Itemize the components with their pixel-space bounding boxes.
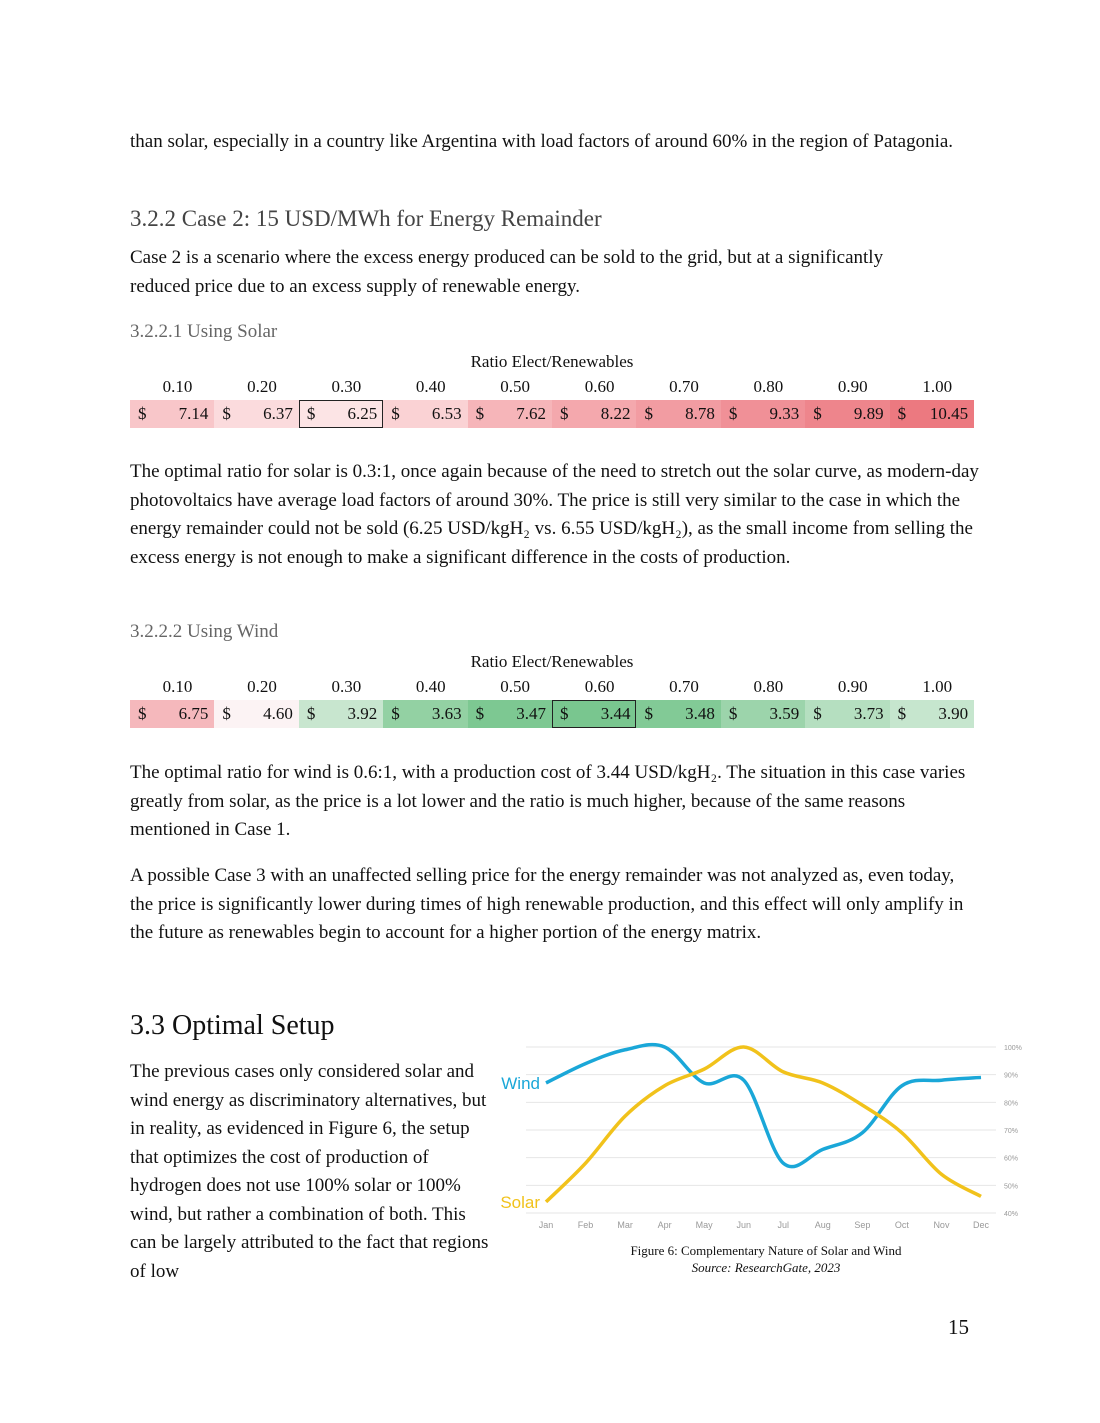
svg-text:Mar: Mar: [617, 1220, 633, 1230]
svg-text:Jan: Jan: [538, 1220, 554, 1230]
svg-text:Nov: Nov: [933, 1220, 950, 1230]
page-number: 15: [948, 1315, 969, 1339]
cost-cell: $ 10.45: [890, 400, 974, 428]
cost-cell: $ 7.62: [468, 400, 552, 428]
cost-cell: $ 4.60: [214, 700, 298, 728]
svg-text:Feb: Feb: [577, 1220, 594, 1230]
cost-cell: $ 6.53: [383, 400, 467, 428]
cost-cell: $ 3.73: [805, 700, 889, 728]
svg-text:Dec: Dec: [972, 1220, 990, 1230]
cost-cell: $ 6.37: [214, 400, 298, 428]
svg-text:Sep: Sep: [854, 1220, 871, 1230]
svg-text:Oct: Oct: [894, 1220, 909, 1230]
ratio-label: 0.10: [162, 677, 193, 696]
ratio-label: 0.50: [500, 377, 531, 396]
wind-cost-table: [130, 650, 974, 728]
ratio-label: 0.20: [247, 377, 277, 396]
cost-cell: $ 3.47: [468, 700, 552, 728]
svg-text:60%: 60%: [1004, 1155, 1019, 1163]
heading-using-solar: 3.2.2.1 Using Solar: [130, 321, 278, 342]
ratio-label: 0.90: [837, 377, 868, 396]
ratio-label: 0.50: [500, 677, 531, 696]
ratio-label: 0.20: [247, 677, 277, 696]
ratio-label: 0.70: [669, 377, 699, 396]
cost-cell: $ 3.92: [299, 700, 383, 728]
svg-text:May: May: [695, 1220, 713, 1230]
heading-using-wind: 3.2.2.2 Using Wind: [130, 621, 279, 642]
ratio-label: 0.40: [415, 677, 446, 696]
figure-source: Source: ResearchGate, 2023: [691, 1260, 841, 1275]
ratio-label: 0.40: [415, 377, 446, 396]
svg-text:Jun: Jun: [736, 1220, 751, 1230]
table-row: [130, 400, 974, 428]
ratio-label: 0.90: [837, 677, 868, 696]
figure-caption: Figure 6: Complementary Nature of Solar and Wind: [630, 1243, 902, 1258]
paragraph-case3: A possible Case 3 with an unaffected selling price for the energy remainder was not analyzed as, even today, the price is significantly lower during times of high renewable production, and this effect will only amplify in the future as renewables begin to account for a higher portion of the energy matrix.: [130, 865, 964, 943]
ratio-header: [130, 374, 974, 400]
cost-cell: $ 3.63: [383, 700, 467, 728]
ratio-label: 0.30: [331, 377, 362, 396]
svg-text:Solar: Solar: [500, 1192, 540, 1212]
paragraph-case2: Case 2 is a scenario where the excess energy produced can be sold to the grid, but at a significantly reduced price due to an excess supply of renewable energy.: [130, 247, 884, 297]
svg-text:Apr: Apr: [657, 1220, 672, 1230]
ratio-label: 1.00: [922, 677, 953, 696]
cost-cell: $ 3.48: [636, 700, 720, 728]
solar-wind-line-chart: [496, 1030, 1056, 1230]
paragraph-wind: The optimal ratio for wind is 0.6:1, with a production cost of 3.44 USD/kgH₂. The situation in this case varies greatly from solar, as the price is a lot lower and the ratio is much higher, because of the same reasons mentioned in Case 1.: [130, 762, 966, 840]
table-row: [130, 700, 974, 728]
cost-cell: $ 7.14: [130, 400, 214, 428]
svg-text:80%: 80%: [1004, 1100, 1019, 1108]
cost-cell: $ 6.25: [299, 400, 383, 428]
solar-cost-table: [130, 350, 974, 428]
svg-text:Aug: Aug: [814, 1220, 831, 1230]
svg-text:90%: 90%: [1004, 1072, 1019, 1080]
ratio-label: 0.30: [331, 677, 362, 696]
heading-3-3: 3.3 Optimal Setup: [130, 1010, 335, 1041]
cost-cell: $ 3.44: [552, 700, 636, 728]
ratio-label: 0.60: [584, 677, 615, 696]
paragraph-solar: The optimal ratio for solar is 0.3:1, once again because of the need to stretch out the solar curve, as modern-day photovoltaics have average load factors of around 30%. The price is still very similar to the case in which the energy remainder could not be sold (6.25 USD/kgH₂ vs. 6.55 USD/kgH₂), as the small income from selling the excess energy is not enough to make a significant difference in the costs of production.: [130, 461, 979, 568]
svg-text:Wind: Wind: [501, 1073, 540, 1093]
ratio-label: 0.60: [584, 377, 615, 396]
ratio-header: [130, 674, 974, 700]
svg-text:40%: 40%: [1004, 1211, 1019, 1218]
cost-cell: $ 9.33: [721, 400, 805, 428]
cost-cell: $ 3.90: [890, 700, 974, 728]
cost-cell: $ 9.89: [805, 400, 889, 428]
ratio-label: 0.80: [753, 677, 784, 696]
table-title: Ratio Elect/Renewables: [470, 652, 634, 671]
svg-text:Jul: Jul: [777, 1220, 790, 1230]
ratio-label: 0.10: [162, 377, 193, 396]
cost-cell: $ 6.75: [130, 700, 214, 728]
table-title: Ratio Elect/Renewables: [470, 352, 634, 371]
heading-3-2-2: 3.2.2 Case 2: 15 USD/MWh for Energy Remainder: [130, 206, 602, 231]
cost-cell: $ 3.59: [721, 700, 805, 728]
ratio-label: 1.00: [922, 377, 953, 396]
svg-text:100%: 100%: [1004, 1045, 1022, 1052]
svg-text:70%: 70%: [1004, 1128, 1019, 1135]
svg-text:50%: 50%: [1004, 1183, 1019, 1191]
cost-cell: $ 8.22: [552, 400, 636, 428]
ratio-label: 0.70: [669, 677, 699, 696]
paragraph-intro: than solar, especially in a country like Argentina with load factors of around 60% in the region of Patagonia.: [130, 131, 954, 152]
ratio-label: 0.80: [753, 377, 784, 396]
cost-cell: $ 8.78: [636, 400, 720, 428]
paragraph-optimal-setup: The previous cases only considered solar and wind energy as discriminatory alternatives, but in reality, as evidenced in Figure 6, the setup that optimizes the cost of production of hydrogen does not use 100% solar or 100% wind, but rather a combination of both. This can be largely attributed to the fact that regions of low: [130, 1061, 489, 1282]
